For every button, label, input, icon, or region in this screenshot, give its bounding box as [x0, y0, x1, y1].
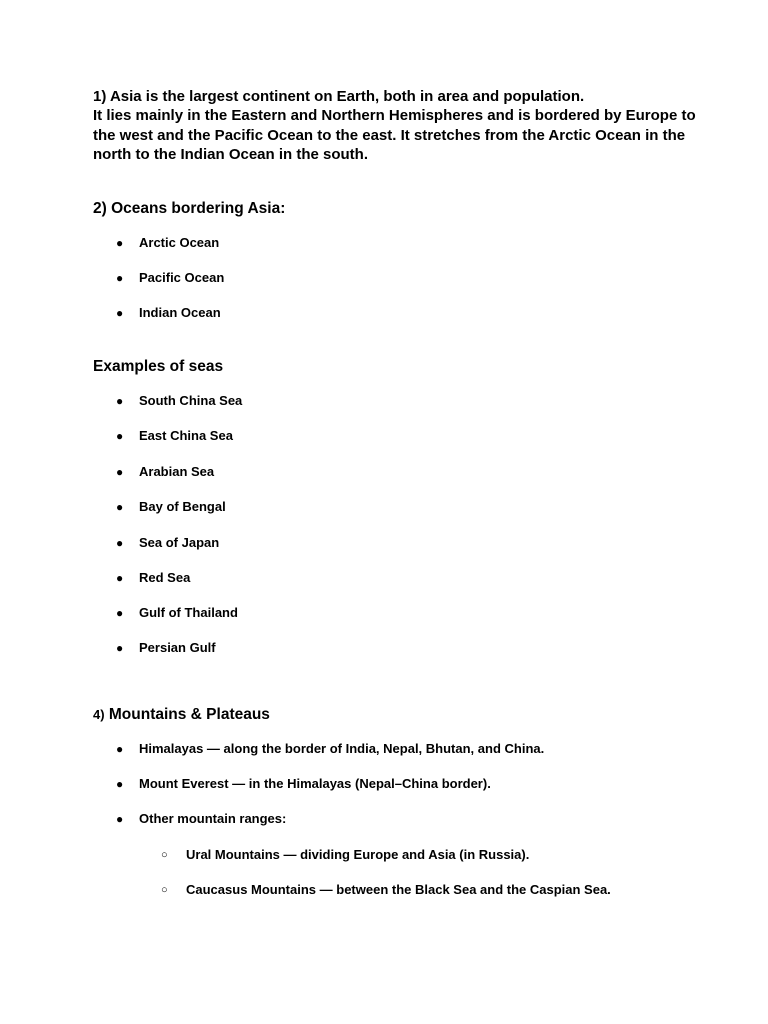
hollow-bullet-icon: ○	[161, 884, 168, 896]
intro-line-1: 1) Asia is the largest continent on Earth, both in area and population.	[93, 88, 585, 105]
list-item-text: South China Sea	[139, 393, 243, 408]
seas-heading: Examples of seas	[93, 358, 224, 375]
sub-list-item-text: Caucasus Mountains — between the Black Sea and the Caspian Sea.	[186, 882, 611, 897]
intro-paragraph	[93, 87, 713, 164]
list-item-text: Other mountain ranges:	[139, 811, 287, 826]
bullet-icon: ●	[116, 306, 124, 320]
list-item-text: Bay of Bengal	[139, 499, 226, 514]
list-item-text: East China Sea	[139, 428, 233, 443]
list-item-text: Himalayas — along the border of India, Nepal, Bhutan, and China.	[139, 741, 545, 756]
intro-line-2: It lies mainly in the Eastern and Northern Hemispheres and is bordered by Europe to the west and the Pacific Ocean to the east. It stretches from the Arctic Ocean in the north to the Indian Ocean in the south.	[93, 107, 696, 163]
list-item-text: Red Sea	[139, 570, 191, 585]
bullet-icon: ●	[116, 571, 124, 585]
bullet-icon: ●	[116, 394, 124, 408]
oceans-heading: 2) Oceans bordering Asia:	[93, 200, 286, 217]
bullet-icon: ●	[116, 812, 124, 826]
bullet-icon: ●	[116, 429, 124, 443]
bullet-icon: ●	[116, 500, 124, 514]
hollow-bullet-icon: ○	[161, 849, 168, 861]
mountains-heading-text: Mountains & Plateaus	[108, 706, 270, 723]
bullet-icon: ●	[116, 536, 124, 550]
list-item-text: Indian Ocean	[139, 305, 221, 320]
bullet-icon: ●	[116, 606, 124, 620]
mountains-heading	[93, 705, 270, 725]
mountains-heading-number: 4)	[93, 707, 105, 722]
list-item-text: Arctic Ocean	[139, 235, 220, 250]
list-item-text: Pacific Ocean	[139, 270, 225, 285]
list-item-text: Persian Gulf	[139, 640, 216, 655]
bullet-icon: ●	[116, 465, 124, 479]
list-item-text: Sea of Japan	[139, 535, 220, 550]
bullet-icon: ●	[116, 742, 124, 756]
bullet-icon: ●	[116, 641, 124, 655]
list-item-text: Arabian Sea	[139, 464, 215, 479]
sub-list-item-text: Ural Mountains — dividing Europe and Asia (in Russia).	[186, 847, 530, 862]
bullet-icon: ●	[116, 777, 124, 791]
bullet-icon: ●	[116, 271, 124, 285]
list-item-text: Gulf of Thailand	[139, 605, 238, 620]
bullet-icon: ●	[116, 236, 124, 250]
list-item-text: Mount Everest — in the Himalayas (Nepal–China border).	[139, 776, 491, 791]
